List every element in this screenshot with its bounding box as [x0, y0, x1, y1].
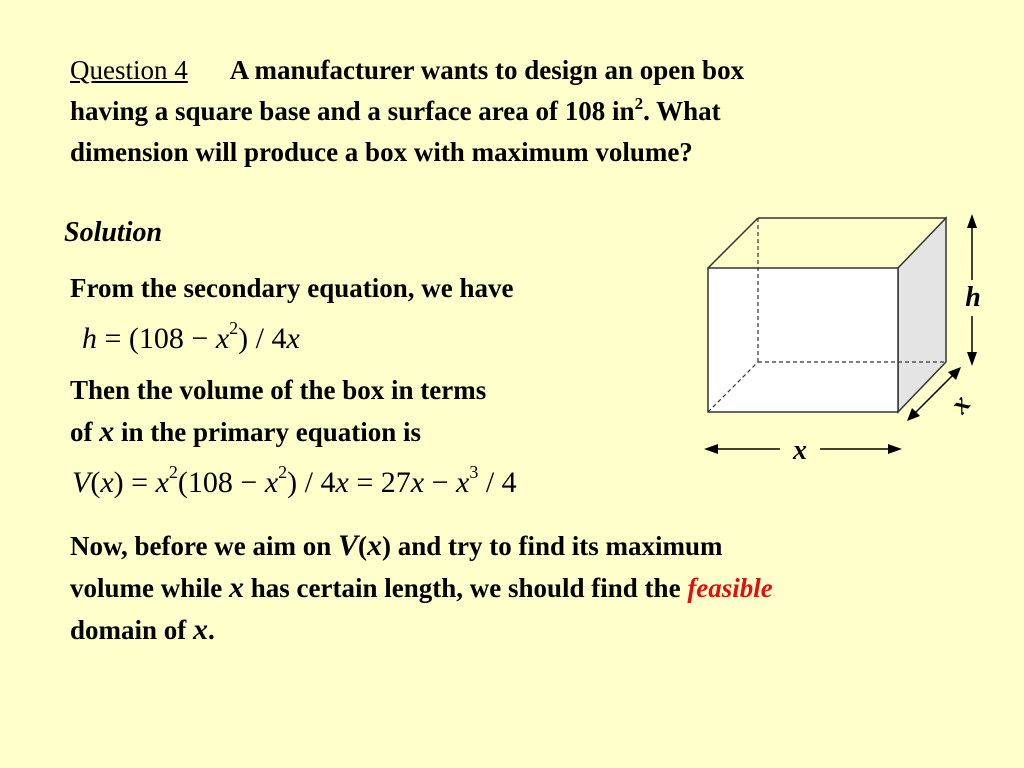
question-label: Question 4 [70, 55, 188, 85]
now-x: x [367, 529, 382, 562]
now-line-2-pre: volume while [70, 573, 229, 603]
box-top-left-edge [708, 218, 758, 268]
now-paragraph [70, 525, 990, 651]
h-arrow-head-bottom [967, 352, 977, 366]
eq-v-sup-e: 3 [469, 462, 479, 482]
eq-h-rhs: ) / 4 [238, 322, 287, 355]
now-V: V [337, 529, 358, 562]
solution-heading: Solution [64, 217, 163, 248]
eq-v-xe: x [455, 466, 470, 499]
eq-v-xb: x [264, 466, 279, 499]
now-line-1-pre: Now, before we aim on [70, 531, 338, 561]
feasible-word: feasible [687, 573, 773, 603]
eq-v-end: / 4 [478, 466, 517, 499]
eq-h-mid: = (108 − [97, 322, 216, 355]
question-exponent: 2 [634, 94, 644, 113]
equation-v [72, 462, 517, 500]
eq-v-x: x [100, 466, 114, 499]
eq-v-sup-b: 2 [278, 462, 288, 482]
volume-line-2-pre: of [70, 417, 100, 447]
eq-v-V: V [72, 466, 91, 499]
now-line-3-pre: domain of [70, 615, 194, 645]
eq-v-xd: x [410, 466, 425, 499]
now-close: ) [382, 531, 391, 561]
eq-v-mid2: ) / 4 [287, 466, 336, 499]
eq-h-sup: 2 [229, 318, 239, 338]
now-line-1-post: and try to find its maximum [391, 531, 723, 561]
now-line-2-var: x [229, 571, 244, 604]
eq-h-x2: x [286, 322, 300, 355]
question-line-1: A manufacturer wants to design an open box [229, 55, 745, 85]
h-label: h [965, 282, 981, 313]
now-line-3-var: x [193, 613, 209, 646]
eq-v-xc: x [335, 466, 349, 499]
volume-line-2-var: x [99, 415, 115, 448]
x-bottom-arrow-head-left [704, 444, 718, 454]
x-bottom-label: x [793, 435, 807, 466]
eq-v-mid: (108 − [177, 466, 265, 499]
eq-v-open: ( [90, 466, 101, 499]
x-side-label: x [944, 389, 977, 420]
eq-v-xa: x [155, 466, 169, 499]
x-bottom-arrow-head-right [888, 444, 902, 454]
now-line-2-post: has certain length, we should find the [244, 573, 688, 603]
h-arrow-head-top [967, 214, 977, 228]
secondary-equation-text: From the secondary equation, we have [70, 273, 514, 303]
box-front-face [708, 268, 898, 412]
question-line-3: dimension will produce a box with maximum volume? [70, 137, 693, 167]
eq-h-x: x [215, 322, 230, 355]
now-open: ( [358, 531, 367, 561]
eq-v-sup-a: 2 [168, 462, 178, 482]
question-line-2-end: . What [643, 96, 721, 126]
box-side-face [898, 218, 946, 412]
now-line-3-post: . [208, 615, 215, 645]
eq-h-lhs: h [82, 322, 97, 355]
volume-line-2-post: in the primary equation is [114, 417, 422, 447]
eq-v-eq2: = 27 [348, 466, 411, 499]
volume-line-1: Then the volume of the box in terms [70, 375, 487, 405]
eq-v-minus: − [424, 466, 456, 499]
volume-text [70, 370, 630, 453]
box-diagram [690, 200, 1000, 475]
question-line-2: having a square base and a surface area of 108 in [70, 96, 635, 126]
eq-v-close: ) = [113, 466, 156, 499]
equation-h [82, 318, 300, 356]
question-block [70, 50, 950, 173]
